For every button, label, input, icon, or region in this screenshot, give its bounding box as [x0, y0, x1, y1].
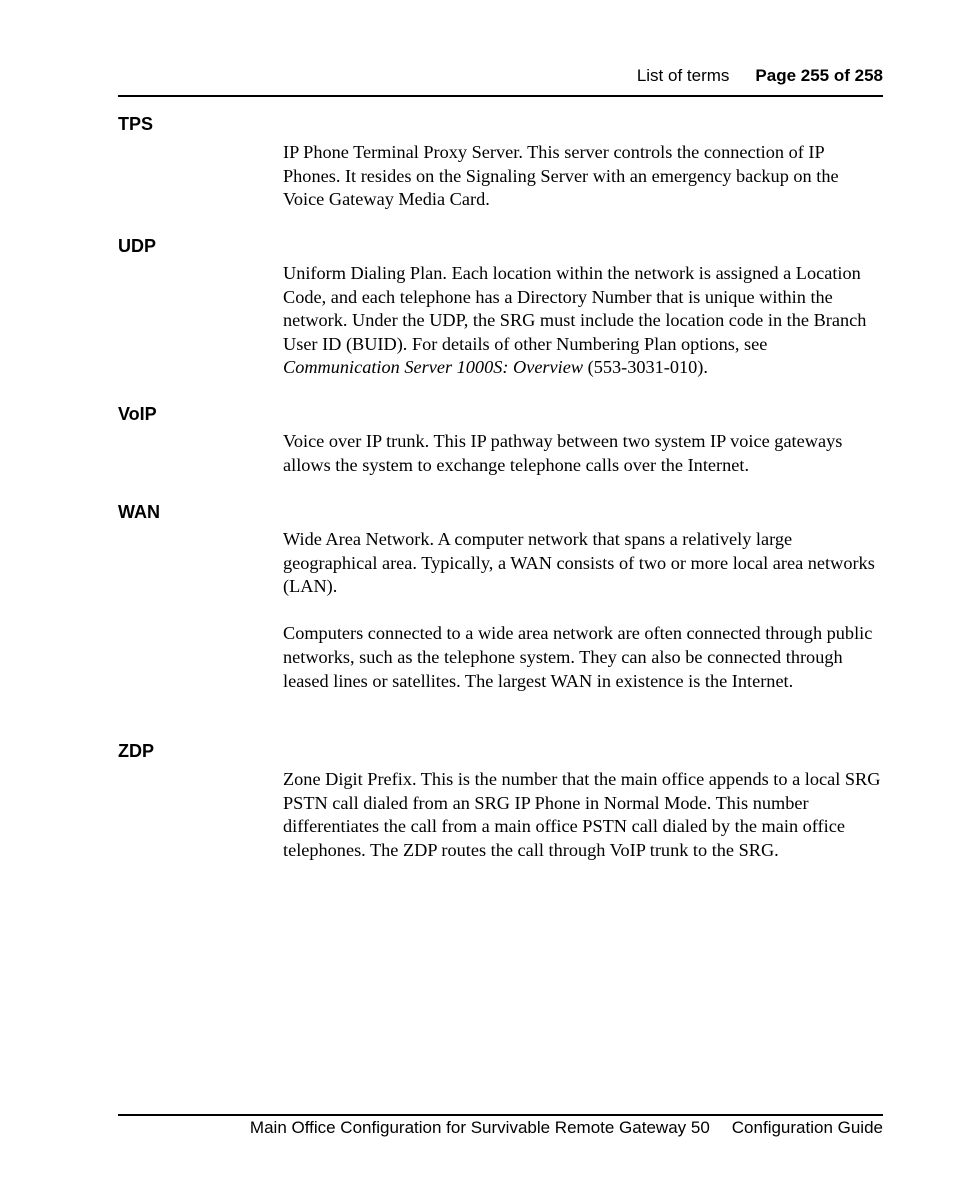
definition-voip	[283, 430, 883, 477]
definition-text: Uniform Dialing Plan. Each location within the network is assigned a Location Code, and each telephone has a Directory Number that is unique within the network. Under the UDP, the SRG must include the location code in the Branch User ID (BUID). For details of other Numbering Plan options, see	[283, 263, 867, 354]
document-reference: Communication Server 1000S: Overview	[283, 357, 584, 378]
term-zdp: ZDP	[118, 741, 154, 761]
definition-zdp	[283, 768, 883, 862]
page-header	[118, 64, 883, 88]
definition-paragraph: IP Phone Terminal Proxy Server. This server controls the connection of IP Phones. It resides on the Signaling Server with an emergency backup on the Voice Gateway Media Card.	[283, 142, 839, 210]
definition-wan	[283, 528, 883, 693]
definition-paragraph: Zone Digit Prefix. This is the number that the main office appends to a local SRG PSTN call dialed from an SRG IP Phone in Normal Mode. This number differentiates the call from a main office PSTN call dialed by the main office telephones. The ZDP routes the call through VoIP trunk to the SRG.	[283, 769, 881, 860]
definition-tps	[283, 141, 883, 212]
page-number: Page 255 of 258	[755, 66, 883, 85]
document-number: (553-3031-010).	[583, 357, 708, 378]
header-divider	[118, 95, 883, 97]
page-footer	[118, 1116, 883, 1140]
definition-paragraph	[283, 262, 883, 380]
definition-paragraph: Wide Area Network. A computer network that spans a relatively large geographical area. Typically, a WAN consists of two or more local area networks (LAN).	[283, 529, 875, 597]
section-title: List of terms	[636, 66, 730, 85]
definition-paragraph: Computers connected to a wide area network are often connected through public networks, such as the telephone system. They can also be connected through leased lines or satellites. The largest WAN in existence is the Internet.	[283, 623, 873, 691]
document-title: Main Office Configuration for Survivable Remote Gateway 50	[249, 1118, 710, 1137]
definition-udp	[283, 262, 883, 380]
definition-paragraph: Voice over IP trunk. This IP pathway between two system IP voice gateways allows the system to exchange telephone calls over the Internet.	[283, 431, 843, 475]
term-udp: UDP	[118, 236, 157, 256]
term-tps: TPS	[118, 114, 154, 134]
term-wan: WAN	[118, 502, 160, 522]
document-type: Configuration Guide	[731, 1118, 883, 1137]
term-voip: VoIP	[118, 404, 157, 424]
